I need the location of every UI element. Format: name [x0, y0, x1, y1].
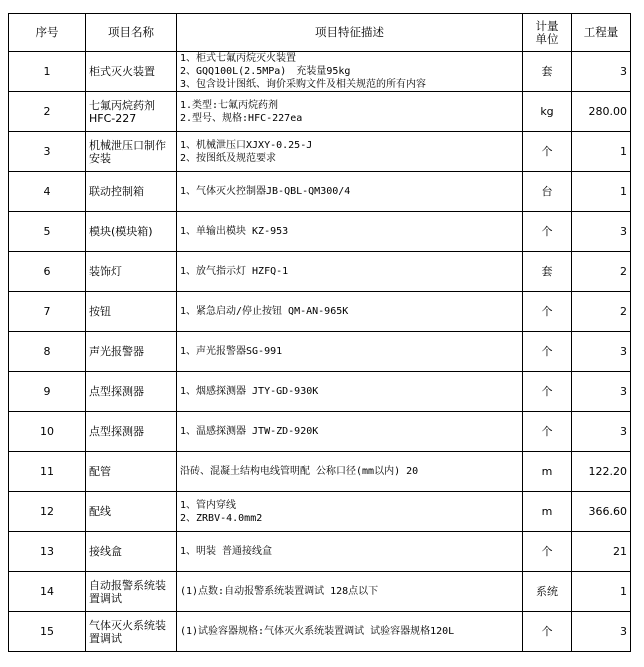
name-line: 配管	[89, 465, 111, 478]
cell-qty: 3	[572, 412, 631, 452]
cell-no: 1	[9, 52, 86, 92]
cell-no: 6	[9, 252, 86, 292]
desc-line: (1)点数:自动报警系统装置调试 128点以下	[180, 586, 379, 597]
table-row	[9, 132, 631, 172]
table-row	[9, 412, 631, 452]
cell-desc	[177, 492, 523, 532]
name-line: HFC-227	[89, 111, 137, 125]
cell-name	[86, 372, 177, 412]
cell-unit: 个	[523, 532, 572, 572]
cell-no: 5	[9, 212, 86, 252]
table-row	[9, 532, 631, 572]
cell-unit: kg	[523, 92, 572, 132]
desc-line: 1.类型:七氟丙烷药剂	[180, 99, 279, 111]
cell-unit: m	[523, 452, 572, 492]
desc-line: 1、声光报警器SG-991	[180, 346, 283, 357]
cell-no: 15	[9, 612, 86, 652]
cell-name	[86, 612, 177, 652]
desc-line: 1、机械泄压口XJXY-0.25-J	[180, 139, 313, 151]
table-row	[9, 612, 631, 652]
name-line: 七氟丙烷药剂	[89, 98, 155, 112]
cell-desc	[177, 292, 523, 332]
cell-unit: 套	[523, 252, 572, 292]
header-row	[9, 14, 631, 52]
cell-no: 3	[9, 132, 86, 172]
header-desc: 项目特征描述	[177, 14, 523, 52]
cell-qty: 280.00	[572, 92, 631, 132]
desc-line: 1、管内穿线	[180, 499, 237, 511]
cell-name	[86, 412, 177, 452]
cell-no: 8	[9, 332, 86, 372]
cell-unit: 个	[523, 292, 572, 332]
table-row	[9, 212, 631, 252]
cell-qty: 21	[572, 532, 631, 572]
cell-desc	[177, 412, 523, 452]
desc-line: 1、放气指示灯 HZFQ-1	[180, 266, 289, 277]
desc-line: 1、烟感探测器 JTY-GD-930K	[180, 386, 319, 397]
name-line: 自动报警系统装	[89, 578, 166, 592]
cell-unit: 个	[523, 132, 572, 172]
table-row	[9, 52, 631, 92]
cell-name	[86, 252, 177, 292]
desc-line: 3、包含设计图纸、询价采购文件及相关规范的所有内容	[180, 79, 427, 90]
cell-qty: 3	[572, 52, 631, 92]
cell-desc	[177, 572, 523, 612]
cell-qty: 1	[572, 172, 631, 212]
cell-unit: 系统	[523, 572, 572, 612]
desc-line: (1)试验容器规格:气体灭火系统装置调试 试验容器规格120L	[180, 626, 455, 637]
table-row	[9, 252, 631, 292]
table-row	[9, 492, 631, 532]
header-unit	[523, 14, 572, 52]
cell-no: 9	[9, 372, 86, 412]
cell-unit: 台	[523, 172, 572, 212]
table-row	[9, 452, 631, 492]
cell-unit: 套	[523, 52, 572, 92]
name-line: 配线	[89, 505, 111, 518]
cell-desc	[177, 612, 523, 652]
cell-desc	[177, 212, 523, 252]
cell-desc	[177, 372, 523, 412]
desc-line: 2.型号、规格:HFC-227ea	[180, 112, 303, 124]
cell-qty: 366.60	[572, 492, 631, 532]
table-row	[9, 372, 631, 412]
desc-line: 2、GQQ100L(2.5MPa) 充装量95kg	[180, 66, 351, 77]
header-unit-line2: 单位	[535, 31, 559, 46]
cell-qty: 2	[572, 292, 631, 332]
cell-qty: 122.20	[572, 452, 631, 492]
cell-no: 14	[9, 572, 86, 612]
cell-unit: 个	[523, 332, 572, 372]
cell-qty: 1	[572, 132, 631, 172]
cell-no: 11	[9, 452, 86, 492]
desc-line: 2、按图纸及规范要求	[180, 152, 277, 164]
name-line: 柜式灭火装置	[89, 65, 155, 78]
cell-qty: 3	[572, 212, 631, 252]
desc-line: 1、温感探测器 JTW-ZD-920K	[180, 426, 319, 437]
table-row	[9, 332, 631, 372]
name-line: 联动控制箱	[89, 185, 144, 198]
cell-name	[86, 532, 177, 572]
cell-name	[86, 212, 177, 252]
name-line: 声光报警器	[89, 345, 144, 358]
cell-qty: 3	[572, 332, 631, 372]
bill-of-quantities-table	[8, 13, 631, 652]
cell-desc	[177, 92, 523, 132]
table-row	[9, 572, 631, 612]
cell-name	[86, 92, 177, 132]
cell-name	[86, 52, 177, 92]
header-unit-line1: 计量	[535, 18, 559, 33]
header-qty: 工程量	[572, 14, 631, 52]
cell-qty: 1	[572, 572, 631, 612]
cell-name	[86, 572, 177, 612]
cell-unit: 个	[523, 612, 572, 652]
name-line: 置调试	[89, 631, 122, 645]
cell-desc	[177, 332, 523, 372]
cell-unit: m	[523, 492, 572, 532]
cell-qty: 3	[572, 612, 631, 652]
desc-line: 2、ZRBV-4.0mm2	[180, 512, 263, 524]
name-line: 安装	[89, 151, 111, 165]
header-no: 序号	[9, 14, 86, 52]
cell-desc	[177, 172, 523, 212]
name-line: 置调试	[89, 591, 122, 605]
cell-name	[86, 492, 177, 532]
cell-name	[86, 332, 177, 372]
cell-name	[86, 452, 177, 492]
cell-name	[86, 172, 177, 212]
name-line: 点型探测器	[89, 425, 144, 438]
cell-desc	[177, 132, 523, 172]
desc-line: 1、气体灭火控制器JB-QBL-QM300/4	[180, 186, 351, 197]
name-line: 机械泄压口制作	[89, 138, 166, 152]
cell-name	[86, 292, 177, 332]
cell-desc	[177, 532, 523, 572]
desc-line: 1、明装 普通接线盒	[180, 546, 273, 557]
cell-desc	[177, 452, 523, 492]
desc-line: 1、紧急启动/停止按钮 QM-AN-965K	[180, 306, 349, 317]
cell-no: 10	[9, 412, 86, 452]
header-name: 项目名称	[86, 14, 177, 52]
desc-line: 1、柜式七氟丙烷灭火装置	[180, 53, 297, 64]
cell-qty: 3	[572, 372, 631, 412]
table-row	[9, 92, 631, 132]
cell-no: 12	[9, 492, 86, 532]
cell-no: 13	[9, 532, 86, 572]
name-line: 按钮	[89, 305, 111, 318]
cell-unit: 个	[523, 412, 572, 452]
cell-unit: 个	[523, 212, 572, 252]
cell-no: 7	[9, 292, 86, 332]
cell-desc	[177, 52, 523, 92]
name-line: 接线盒	[89, 545, 122, 558]
name-line: 装饰灯	[89, 265, 122, 278]
cell-name	[86, 132, 177, 172]
cell-no: 2	[9, 92, 86, 132]
cell-unit: 个	[523, 372, 572, 412]
desc-line: 沿砖、混凝土结构电线管明配 公称口径(mm以内) 20	[180, 466, 419, 477]
cell-desc	[177, 252, 523, 292]
table-row	[9, 292, 631, 332]
name-line: 模块(模块箱)	[89, 225, 153, 238]
name-line: 点型探测器	[89, 385, 144, 398]
table-row	[9, 172, 631, 212]
desc-line: 1、单输出模块 KZ-953	[180, 226, 289, 237]
name-line: 气体灭火系统装	[89, 618, 166, 632]
cell-qty: 2	[572, 252, 631, 292]
cell-no: 4	[9, 172, 86, 212]
